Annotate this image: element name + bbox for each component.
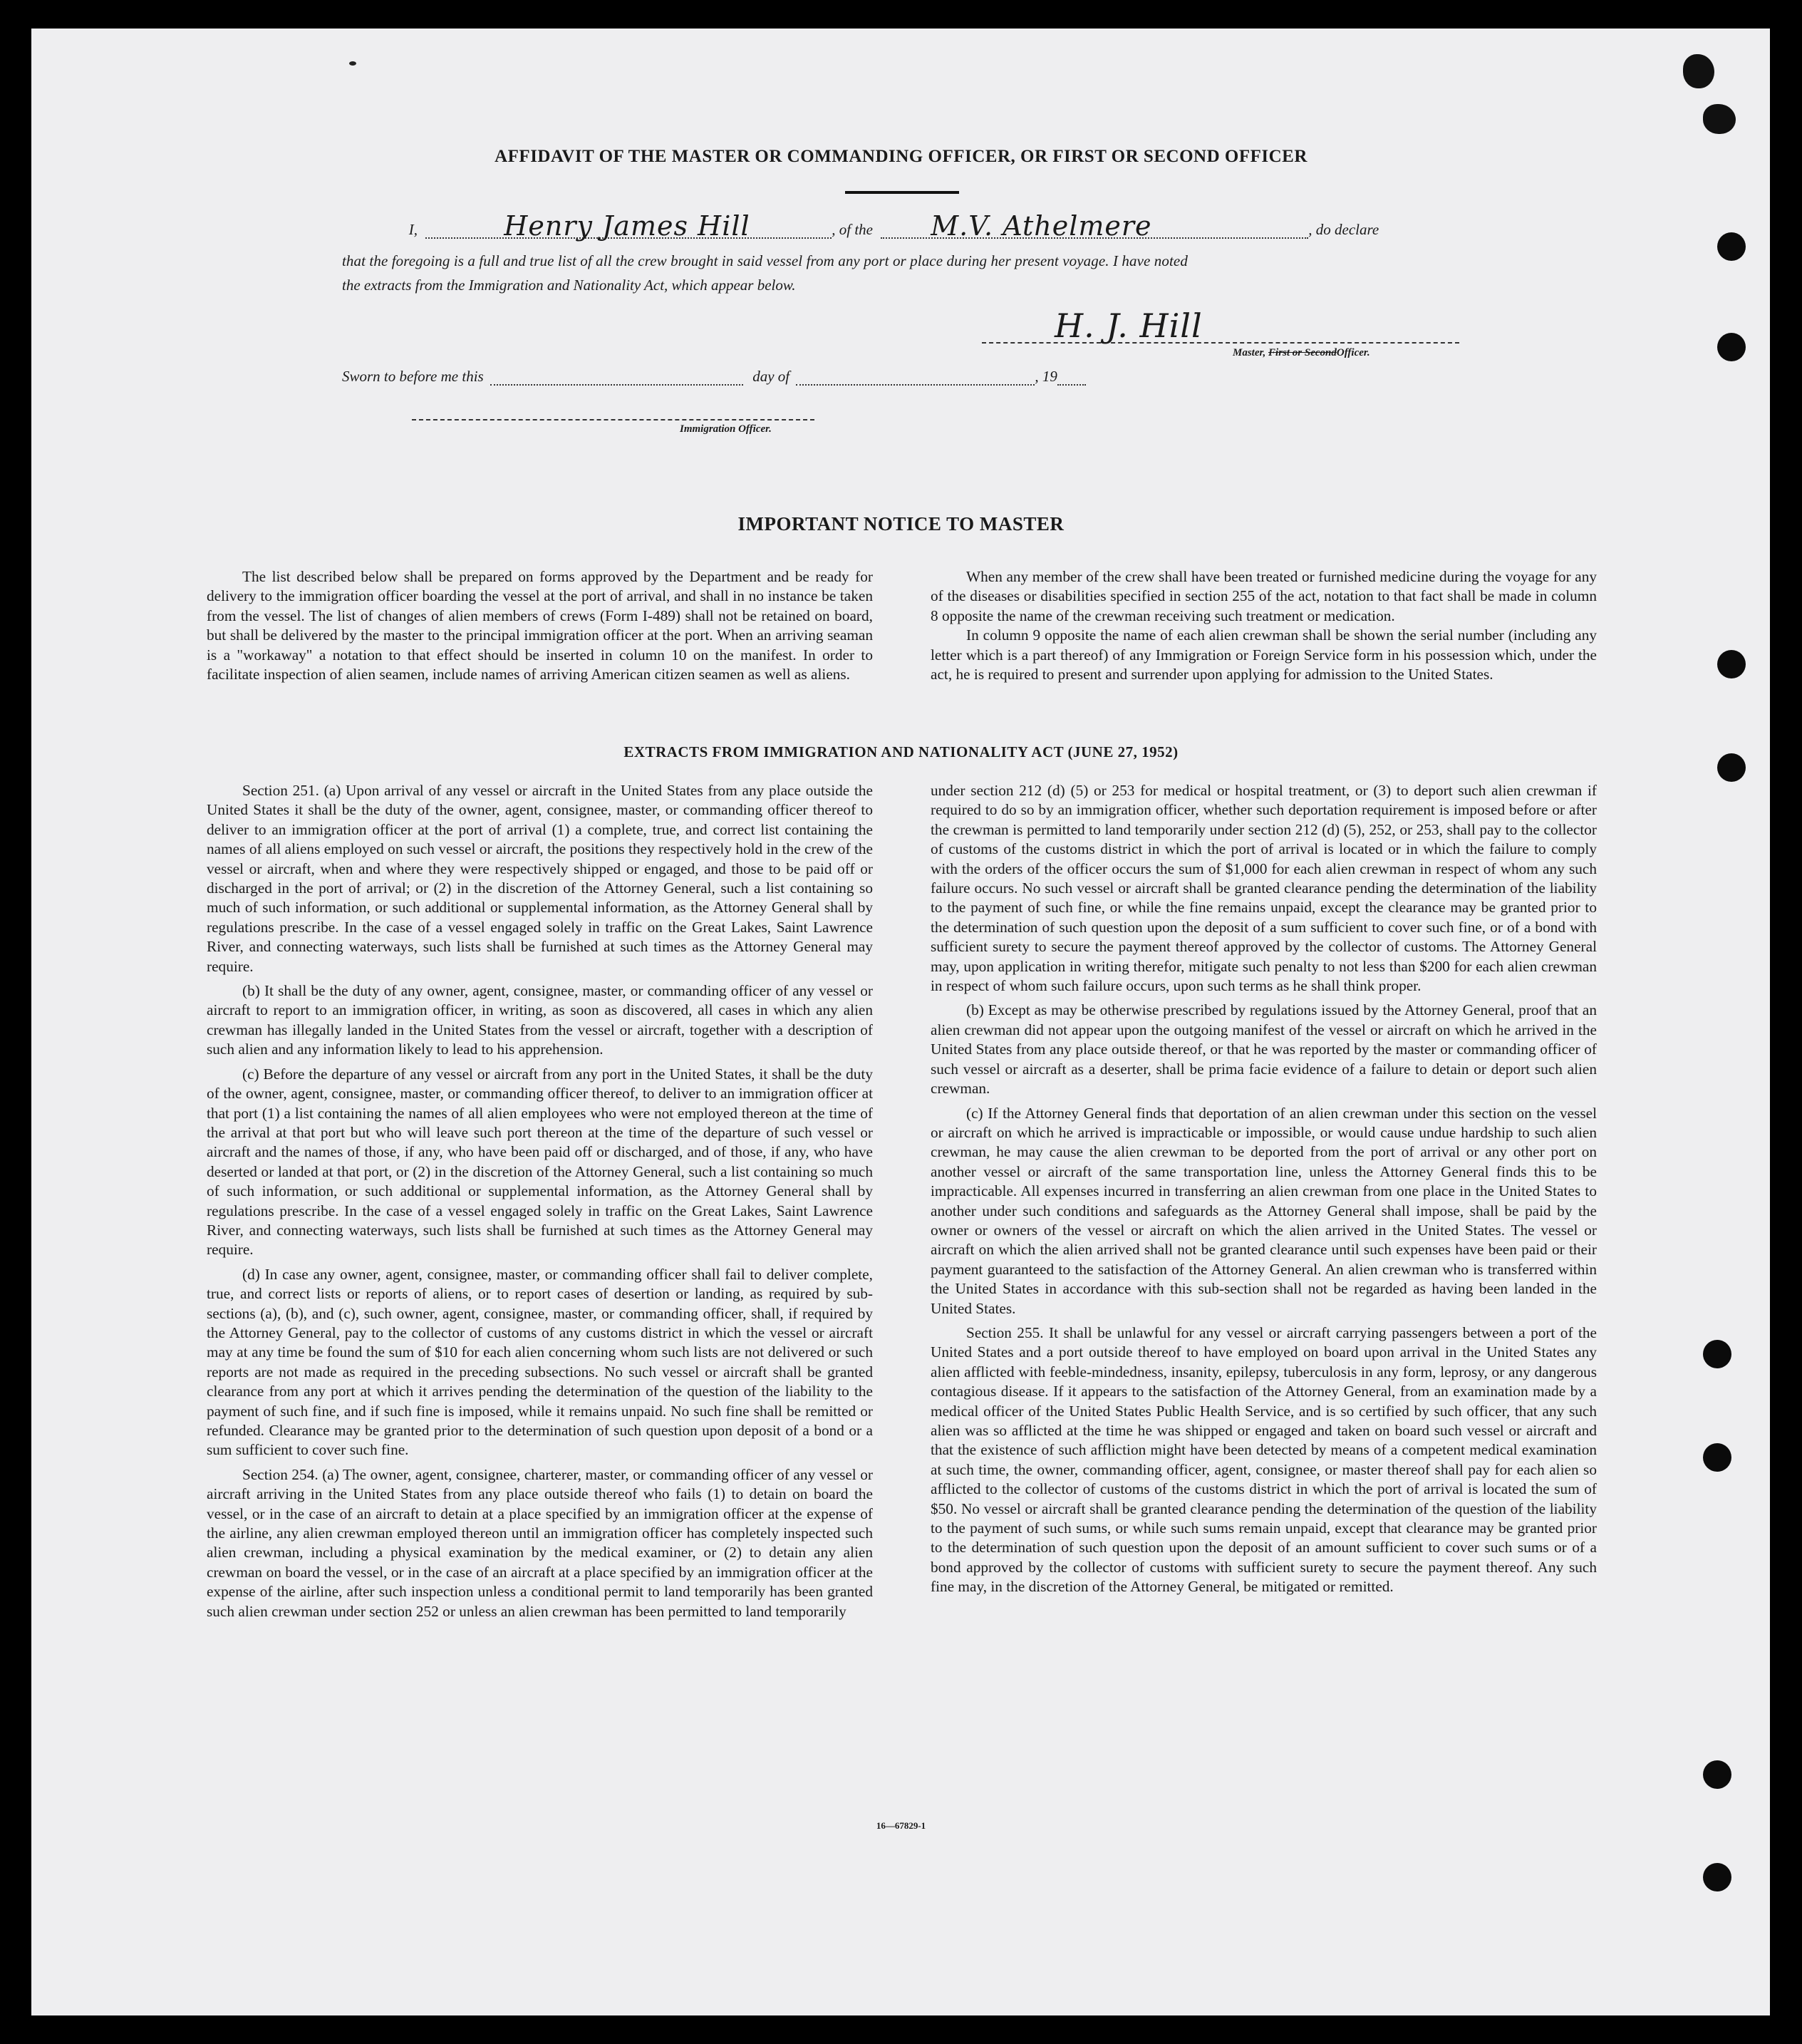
ink-blot [1683,54,1714,88]
i-label: I, [408,221,418,238]
handwritten-name: Henry James Hill [504,210,750,242]
speck [349,61,356,66]
struck-first-second: First or Second [1268,347,1337,358]
declaration-row [342,210,1462,242]
ink-blot [1703,104,1736,134]
name-line [425,210,832,242]
section-251b: (b) It shall be the duty of any owner, agent, consignee, master, or commanding officer of any vessel or aircraft to report to an immigration officer, in writing, as soon as discovered, all cases in which any alien crewman has illegally landed in the United States from the vessel or aircraft, together with a description of such alien and any information likely to lead to his apprehension. [207,982,873,1058]
sworn-label: Sworn to before me this [342,368,484,385]
punch-hole [1717,650,1746,678]
notice-right-column [931,567,1597,689]
punch-hole [1717,232,1746,261]
section-254a-continued: under section 212 (d) (5) or 253 for medical or hospital treatment, or (3) to deport such alien crewman if required to do so by an immigration officer, whether such deportation requirement is imposed before or after the crewman is permitted to land temporarily under section 212 (d) (5), 252, or 253, shall pay to the collector of customs of the customs district in which the port of arrival is located or in which the failure to comply with the orders of the officer occurs the sum of $1,000 for each alien crewman in respect of whom any such failure occurs. No such vessel or aircraft shall be granted clearance pending the determination of the liability to the payment of such fine, or while the fine remains unpaid, except the clearance may be granted prior to the determination of such question upon the deposit of a sum sufficient to cover such fine, or of a bond with sufficient surety to secure the payment thereof approved by the collector of customs. The Attorney General may, upon application in writing therefor, mitigate such penalty to not less than $200 for each alien crewman in respect of whom such failure occurs, upon such terms as he shall think proper. [931,782,1597,995]
affidavit-title: AFFIDAVIT OF THE MASTER OR COMMANDING OFFICER, OR FIRST OR SECOND OFFICER [494,147,1308,166]
punch-hole [1703,1760,1731,1789]
section-254a: Section 254. (a) The owner, agent, consignee, charterer, master, or commanding officer of any vessel or aircraft arriving in the United States from any place outside thereof who fails (1) to detain on board the vessel, or in the case of an aircraft to detain at a place specified by an immigration officer at the expense of the airline, any alien crewman employed thereon until an immigration officer has completely inspected such alien crewman, including a physical examination by the medical examiner, or (2) to detain any alien crewman on board the vessel, or in the case of an aircraft at a place specified by an immigration officer at the expense of the airline, after such inspection unless a conditional permit to land temporarily has been granted such alien crewman under section 252 or unless an alien crewman has been permitted to land temporarily [207,1465,873,1620]
sworn-month-line [796,368,1035,386]
signature-line [982,342,1459,344]
declaration-line-1: that the foregoing is a full and true list of all the crew brought in said vessel from any port or place during her present voyage. I have noted [342,252,1188,269]
notice-left-column [207,567,873,689]
immigration-officer-label: Immigration Officer. [680,423,772,435]
immigration-officer-line [412,419,814,420]
punch-hole [1703,1863,1731,1891]
section-251d: (d) In case any owner, agent, consignee, master, or commanding officer shall fail to deliver complete, true, and correct lists or reports of aliens, or to report cases of desertion or landing, as required by sub-sections (a), (b), and (c), such owner, agent, consignee, master, or commanding officer, shall, if required by the Attorney General, pay to the collector of customs of any customs district in which the vessel or aircraft may at any time be found the sum of $10 for each alien concerning whom such lists are not delivered or such reports are not made as required in the preceding subsections. No such vessel or aircraft shall be granted clearance from any port at which it arrives pending the determination of the question of the liability to the payment of such fine, and if such fine is imposed, while it remains unpaid. No such fine shall be remitted or refunded. Clearance may be granted prior to the determination of such question upon deposit of a bond or a sum sufficient to cover such fine. [207,1265,873,1459]
notice-right-paragraph-2: In column 9 opposite the name of each alien crewman shall be shown the serial number (including any letter which is a part thereof) of any Immigration or Foreign Service form in his possession which, under the act, he is required to present and surrender upon applying for admission to the United States. [931,626,1597,683]
sworn-row [342,368,1462,386]
section-251c: (c) Before the departure of any vessel or aircraft from any port in the United States, it shall be the duty of the owner, agent, consignee, master, or commanding officer thereof, to deliver to an immigration officer at that port (1) a list containing the names of all alien employees who were not employed thereon at the time of the arrival at that port but who will leave such port thereon at the time of the departure of such vessel or aircraft and the names of those, if any, who have been paid off or discharged, and of those, if any, who have deserted or landed at that port, or (2) in the discretion of the Attorney General, such a list containing so much of such information, or such additional or supplemental information, as the Attorney General shall by regulations prescribe. In the case of a vessel engaged solely in traffic on the Great Lakes, Saint Lawrence River, and connecting waterways, such lists shall be furnished at such times as the Attorney General may require. [207,1065,873,1259]
vessel-line [881,210,1308,242]
of-the-label: , of the [832,221,873,238]
punch-hole [1703,1340,1731,1368]
sworn-day-line [490,368,743,386]
section-254c: (c) If the Attorney General finds that deportation of an alien crewman under this section on the vessel or aircraft on which he arrived is impracticable or impossible, or would cause undue hardship to such alien crewman, he may cause the alien crewman to be deported from the port of arrival or any other port on another vessel or aircraft of the same transportation line, unless the Attorney General finds this to be impracticable. All expenses incurred in transferring an alien crewman from one place in the United States to another under such conditions and safeguards as the Attorney General shall impose, shall be paid by the owner or owners of the vessel or aircraft on which the alien arrived in the United States. The vessel or aircraft on which the alien arrived shall not be granted clearance until such expenses have been paid or their payment guaranteed to the satisfaction of the Attorney General. An alien crewman who is transferred within the United States in accordance with this sub-section shall not be regarded as having been landed in the United States. [931,1104,1597,1317]
handwritten-signature: H. J. Hill [1055,306,1203,345]
master-officer-label: Master, First or SecondOfficer. [1233,347,1370,358]
day-of-label: day of [752,368,790,385]
extracts-left-column [207,781,873,1626]
punch-hole [1703,1443,1731,1472]
notice-left-paragraph: The list described below shall be prepared on forms approved by the Department and be ready for delivery to the immigration officer boarding the vessel at the port of arrival, and shall in no instance be taken from the vessel. The list of changes of alien members of crews (Form I-489) shall not be retained on board, but shall be delivered by the master to the principal immigration officer at the port. When an arriving seaman is a "workaway" a notation to that effect should be inserted in column 10 on the manifest. In order to facilitate inspection of alien seamen, include names of arriving American citizen seamen as well as aliens. [207,568,873,683]
handwritten-vessel: M.V. Athelmere [931,210,1152,242]
year-line [1057,368,1086,386]
year-prefix: , 19 [1035,368,1057,385]
section-255: Section 255. It shall be unlawful for any vessel or aircraft carrying passengers between a port of the United States and a port outside thereof to have employed on board upon arrival in the United States any alien afflicted with feeble-mindedness, insanity, epilepsy, tuberculosis in any form, leprosy, or any dangerous contagious disease. If it appears to the satisfaction of the Attorney General, from an examination made by a medical officer of the United States Public Health Service, and is so certified by such officer, that any such alien was so afflicted at the time he was shipped or engaged and taken on board such vessel or aircraft and that the existence of such affliction might have been detected by means of a competent medical examination at such time, the owner, commanding officer, agent, consignee, or master thereof shall pay for each alien so afflicted to the collector of customs of the customs district in which the port of arrival is located the sum of $50. No vessel or aircraft shall be granted clearance pending the determination of the question of the liability to the payment of such sums, or while such sums remain unpaid, except that clearance may be granted prior to the determination of such question upon the deposit of an amount sufficient to cover such sums or of a bond approved by the collector of customs with sufficient surety to secure the payment thereof. Any such fine may, in the discretion of the Attorney General, be mitigated or remitted. [931,1323,1597,1596]
do-declare-label: , do declare [1308,221,1379,238]
title-rule [845,191,959,194]
declaration-line-2: the extracts from the Immigration and Nationality Act, which appear below. [342,277,796,294]
extracts-title: EXTRACTS FROM IMMIGRATION AND NATIONALITY ACT (JUNE 27, 1952) [623,743,1179,760]
section-254b: (b) Except as may be otherwise prescribed by regulations issued by the Attorney General, proof that an alien crewman did not appear upon the outgoing manifest of the vessel or aircraft on which he arrived in the United States from any place outside thereof, or that he was reported by the master or commanding officer of such vessel or aircraft as a deserter, shall be prima facie evidence of a failure to detain or deport such alien crewman. [931,1001,1597,1098]
form-number: 16—67829-1 [876,1820,926,1831]
punch-hole [1717,333,1746,361]
notice-right-paragraph-1: When any member of the crew shall have been treated or furnished medicine during the voyage for any of the diseases or disabilities specified in section 255 of the act, notation to that fact shall be made in column 8 opposite the name of the crewman receiving such treatment or medication. [931,568,1597,624]
section-251a: Section 251. (a) Upon arrival of any vessel or aircraft in the United States from any place outside the United States it shall be the duty of the owner, agent, consignee, master, or commanding officer thereof to deliver to an immigration officer at the port of arrival (1) a complete, true, and correct list containing the names of all aliens employed on such vessel or aircraft, the positions they respectively hold in the crew of the vessel or aircraft, when and where they were respectively shipped or engaged, and those to be paid off or discharged in the port of arrival; or (2) in the discretion of the Attorney General, such a list containing so much of such information, or such additional or supplemental information, as the Attorney General shall by regulations prescribe. In the case of a vessel engaged solely in traffic on the Great Lakes, Saint Lawrence River, and connecting waterways, such lists shall be furnished at such times as the Attorney General may require. [207,782,873,975]
notice-title: IMPORTANT NOTICE TO MASTER [737,513,1065,535]
extracts-right-column [931,781,1597,1602]
